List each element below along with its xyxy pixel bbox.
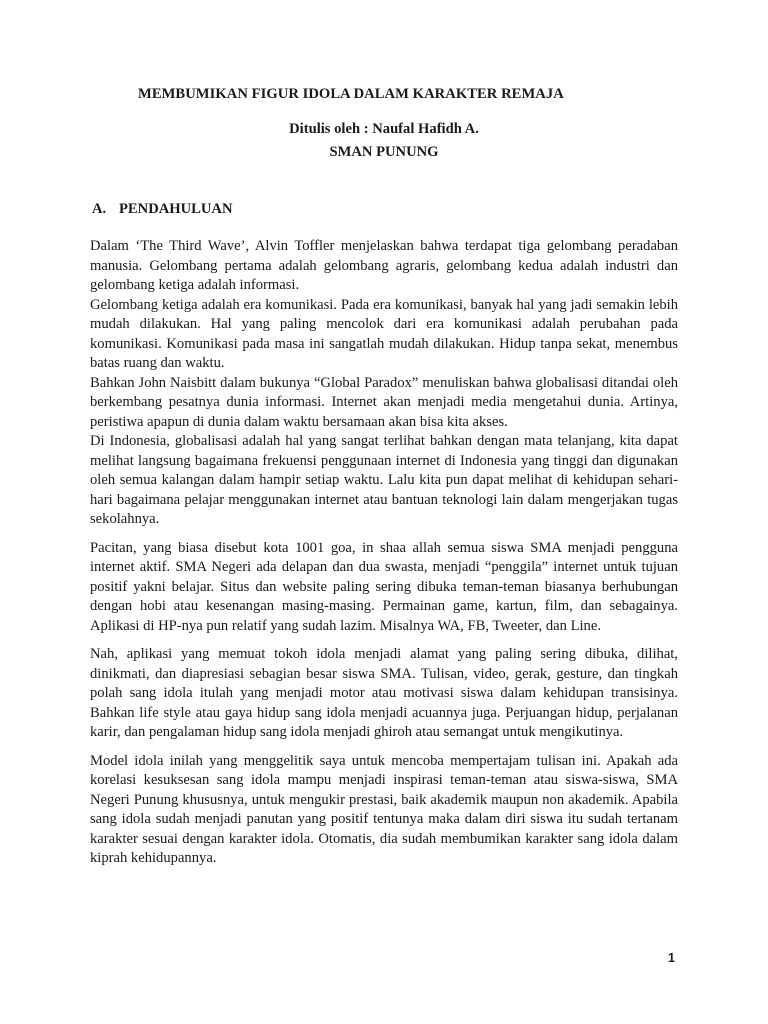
paragraph: Pacitan, yang biasa disebut kota 1001 goa, in shaa allah semua siswa SMA menjadi pengguna internet aktif. SMA Negeri ada delapan dan dua swasta, menjadi “penggila” internet untuk tujuan positif yakni belajar. Situs dan website paling sering dibuka teman-teman biasanya berhubungan dengan hobi atau kesenangan masing-masing. Permainan game, kartun, film, dan sebagainya. Aplikasi di HP-nya pun relatif yang sudah lazim. Misalnya WA, FB, Tweeter, dan Line.: [90, 539, 678, 634]
paragraph: Gelombang ketiga adalah era komunikasi. Pada era komunikasi, banyak hal yang jadi semakin lebih mudah dilakukan. Hal yang paling mencolok dari era komunikasi adalah perubahan pada komunikasi. Komunikasi pada masa ini sangatlah mudah dilakukan. Hidup tanpa sekat, menembus batas ruang dan waktu.: [90, 296, 678, 371]
school-name: SMAN PUNUNG: [329, 144, 439, 160]
paragraph: Bahkan John Naisbitt dalam bukunya “Global Paradox” menuliskan bahwa globalisasi ditandai oleh berkembang pesatnya dunia informasi. Internet akan menjadi media mengetahui dunia. Artinya, peristiwa apapun di dunia dalam waktu bersamaan akan bisa kita akses.: [90, 374, 678, 430]
document-title: MEMBUMIKAN FIGUR IDOLA DALAM KARAKTER REMAJA: [138, 86, 564, 102]
body-text: [90, 237, 678, 869]
paragraph: Nah, aplikasi yang memuat tokoh idola menjadi alamat yang paling sering dibuka, dilihat, dinikmati, dan diapresiasi sebagian besar siswa SMA. Tulisan, video, gerak, gesture, dan tingkah polah sang idola itulah yang menjadi motor atau motivasi siswa dalam kehidupan transisinya. Bahkan life style atau gaya hidup sang idola menjadi acuannya juga. Perjuangan hidup, perjalanan karir, dan pengalaman hidup sang idola menjadi ghiroh atau semangat untuk mengikutinya.: [90, 646, 678, 740]
paragraph: Model idola inilah yang menggelitik saya untuk mencoba mempertajam tulisan ini. Apakah ada korelasi kesuksesan sang idola mampu menjadi inspirasi teman-teman atau siswa-siswa, SMA Negeri Punung khususnya, untuk mengukir prestasi, baik akademik maupun non akademik. Apabila sang idola sudah menjadi panutan yang positif tentunya maka dalam diri siswa itu sudah tertanam karakter sesuai dengan karakter idola. Otomatis, dia sudah membumikan karakter sang idola dalam kiprah kehidupannya.: [90, 752, 678, 866]
paragraph: Di Indonesia, globalisasi adalah hal yang sangat terlihat bahkan dengan mata telanjang, kita dapat melihat langsung bagaimana frekuensi penggunaan internet di Indonesia yang tinggi dan digunakan oleh semua kalangan dalam hampir setiap waktu. Lalu kita pun dapat melihat di kehidupan sehari-hari bagaimana pelajar menggunakan internet atau bantuan teknologi lain dalam mengerjakan tugas sekolahnya.: [90, 433, 678, 527]
page-number: 1: [668, 951, 675, 965]
author-line: Ditulis oleh : Naufal Hafidh A.: [289, 121, 479, 137]
section-letter: A.: [92, 201, 107, 217]
section-heading: [92, 201, 233, 218]
paragraph: Dalam ‘The Third Wave’, Alvin Toffler menjelaskan bahwa terdapat tiga gelombang peradaban manusia. Gelombang pertama adalah gelombang agraris, gelombang kedua adalah industri dan gelombang ketiga adalah informasi.: [90, 238, 678, 293]
section-title: PENDAHULUAN: [119, 201, 233, 217]
